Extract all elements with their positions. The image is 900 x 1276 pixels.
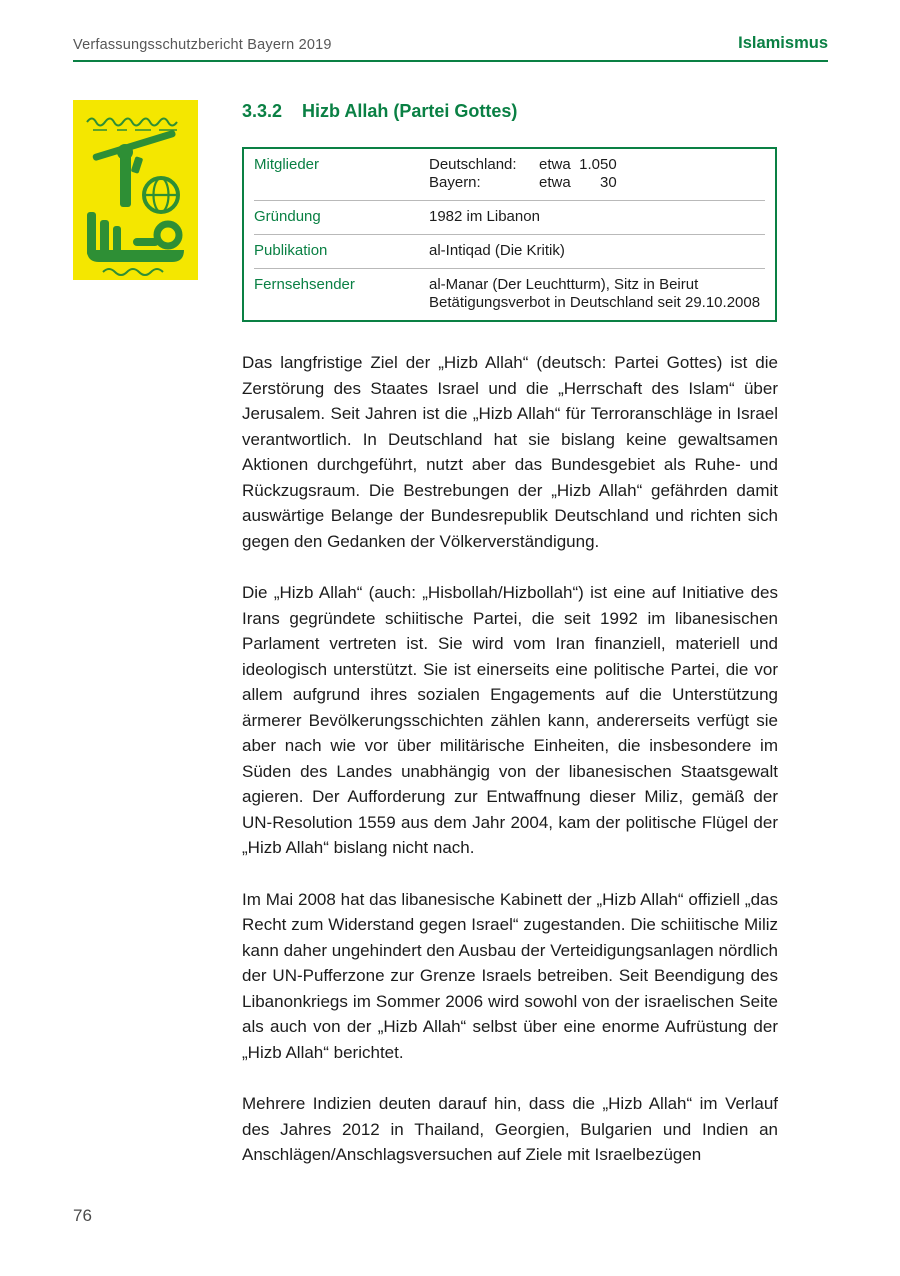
info-value [429, 276, 760, 312]
member-region: Deutschland: [429, 156, 517, 173]
info-row-publikation [254, 234, 765, 268]
body-paragraph: Im Mai 2008 hat das libanesische Kabinett der „Hizb Allah“ offiziell „das Recht zum Widerstand gegen Israel“ zugestanden. Die schiitische Miliz kann daher ungehindert den Ausbau der Verteidigungsanlagen nördlich der UN-Pufferzone zur Grenze Israels betreiben. Seit Beendigung des Libanonkriegs im Sommer 2006 wird sowohl von der israelischen Seite als auch von der „Hizb Allah“ selbst über eine enorme Aufrüstung der „Hizb Allah“ berichtet. [242, 889, 778, 1062]
member-prefix: etwa [539, 156, 571, 173]
body-paragraph: Die „Hizb Allah“ (auch: „Hisbollah/Hizbollah“) ist eine auf Initiative des Irans gegründete schiitische Partei, die seit 1992 im libanesischen Parlament vertreten ist. Sie wird vom Iran finanziell, materiell und ideologisch unterstützt. Sie ist einerseits eine politische Partei, die vor allem aufgrund ihres sozialen Engagements auf die Unterstützung ärmerer Bevölkerungsschichten zählen kann, andererseits verfügt sie aber nach wie vor über militärische Einheiten, die insbesondere im Süden des Landes unabhängig von der libanesischen Staatsgewalt agieren. Der Aufforderung zur Entwaffnung dieser Miliz, gemäß der UN-Resolution 1559 aus dem Jahr 2004, kam der politische Flügel der „Hizb Allah“ bislang nicht nach. [242, 583, 778, 857]
section-heading [242, 101, 778, 122]
body-paragraph: Das langfristige Ziel der „Hizb Allah“ (deutsch: Partei Gottes) ist die Zerstörung des Staates Israel und die „Herrschaft des Islam“ über Jerusalem. Seit Jahren ist die „Hizb Allah“ für Terroranschläge in Israel verantwortlich. In Deutschland hat sie bislang keine gewaltsamen Aktionen durchgeführt, nutzt aber das Bundesgebiet als Ruhe- und Rückzugsraum. Die Bestrebungen der „Hizb Allah“ gefährden damit auswärtige Belange der Bundesrepublik Deutschland und richten sich gegen den Gedanken der Völkerverständigung. [242, 353, 778, 551]
chapter-title: Islamismus [738, 34, 828, 52]
info-value [429, 156, 617, 192]
member-prefix: etwa [539, 174, 571, 191]
info-row-fernsehsender [254, 268, 765, 320]
member-count-line [429, 174, 617, 192]
info-value: 1982 im Libanon [429, 208, 540, 225]
member-count-line [429, 156, 617, 174]
info-label: Publikation [254, 242, 328, 259]
report-title: Verfassungsschutzbericht Bayern 2019 [73, 37, 332, 53]
section-title: Hizb Allah (Partei Gottes) [302, 101, 518, 121]
section-number: 3.3.2 [242, 101, 283, 121]
fact-box [242, 147, 777, 322]
main-column [242, 101, 778, 1168]
header-rule [73, 60, 828, 62]
hizb-allah-flag-icon [73, 100, 198, 280]
info-label: Fernsehsender [254, 276, 355, 293]
body-text [242, 350, 778, 1168]
info-label: Mitglieder [254, 156, 320, 173]
member-region: Bayern: [429, 174, 481, 191]
info-row-gruendung [254, 200, 765, 234]
page-number: 76 [73, 1206, 92, 1225]
info-label: Gründung [254, 208, 321, 225]
page-header [73, 34, 828, 53]
tv-line: al-Manar (Der Leuchtturm), Sitz in Beirut [429, 276, 699, 293]
info-value: al-Intiqad (Die Kritik) [429, 242, 565, 259]
hizb-allah-flag-logo [73, 100, 198, 280]
member-value: 30 [600, 174, 617, 191]
member-value: 1.050 [579, 156, 617, 173]
info-row-mitglieder [254, 149, 765, 200]
tv-line: Betätigungsverbot in Deutschland seit 29.10.2008 [429, 294, 761, 311]
body-paragraph: Mehrere Indizien deuten darauf hin, dass die „Hizb Allah“ im Verlauf des Jahres 2012 in Thailand, Georgien, Bulgarien und Indien an Anschlägen/Anschlagsversuchen auf Ziele mit Israelbezügen [242, 1094, 778, 1164]
